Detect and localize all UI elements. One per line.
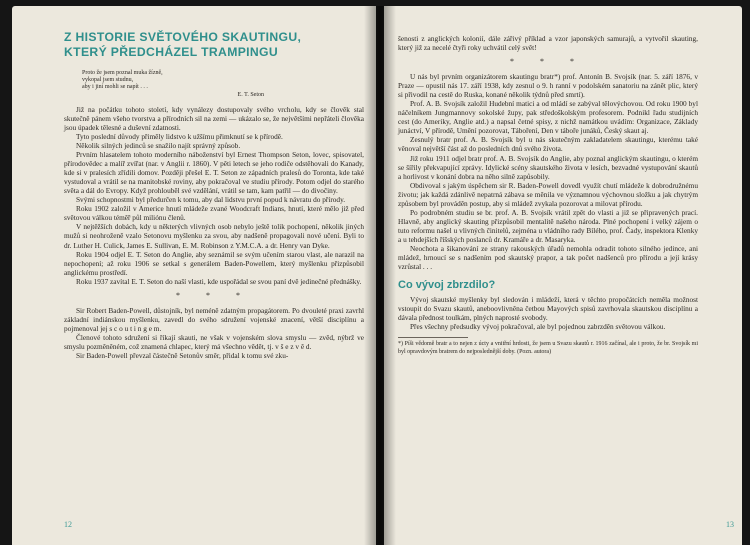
right-page xyxy=(384,6,742,545)
paragraph: Sir Baden-Powell převzal částečně Setonův směr, přidal k tomu své zku- xyxy=(76,350,289,360)
epigraph xyxy=(82,70,364,99)
paragraph: Prof. A. B. Svojsík založil Hudební matici a od mládí se zabýval tělovýchovou. Od roku 1900 byl náčelníkem Jungmannovy sokolské župy, pak středoškolským profesorem. Podnikl řadu studijních cest (do Ameriky, Anglie atd.) a napsal četné spisy, z nichž namátkou uvádím: Organizace, Základy junáctví, V přírodě, Umění pozorovat, Táboření, Den v táboře junáků, Český skaut aj. xyxy=(398,99,698,136)
paragraph: Sir Robert Baden-Powell, důstojník, byl neméně zdatným propagátorem. Po dvouleté praxi zavrhl základní indiánskou myšlenku, zavedl do svého sdružení vojenské znacení, větší disciplínu a pojmenoval jej s c o u t i n g e m. xyxy=(64,305,364,333)
page-number: 13 xyxy=(726,520,734,529)
paragraph: Přes všechny předsudky vývoj pokračoval, ale byl pojednou zabrzděn světovou válkou. xyxy=(410,322,666,332)
paragraph: Prvním hlasatelem tohoto moderního náboženství byl Ernest Thompson Seton, lovec, spisovatel, přírodovědec a malíř zvířat (nar. v Anglii r. 1860). V pěti letech se jeho rodiče odstěhovali do Kanady, kde si v pralesích zřídili domov. Později přešel E. T. Seton ze západních pralesů do Toronta, kde také vystudoval a vrátil se na manitobské roviny, aby pokračoval ve studiu přírody. Potom odjel do starého světa a dál do Evropy. Když prohlouběl své vzdělání, vrátil se tam, kam patřil — do divočiny. xyxy=(64,150,364,196)
epigraph-line: aby i jiní mohli se napít . . . xyxy=(82,84,148,91)
right-page-content xyxy=(398,34,698,356)
paragraph: Členové tohoto sdružení si říkají skauti, ne však v vojenském slova smyslu — zvěd, nýbrž ve smyslu pozměněném, což znamená chlapec, který má všechno vědět, tj. v š e z v ě d. xyxy=(64,332,364,351)
epigraph-author: E. T. Seton xyxy=(237,91,264,98)
paragraph: Tyto poslední důvody přiměly lidstvo k užšímu přimknutí se k přírodě. xyxy=(76,131,283,141)
paragraph: Zesnulý bratr prof. A. B. Svojsík byl u nás skutečným zakladatelem skautingu, kterému také věnoval největší část až do posledních dnů svého života. xyxy=(398,135,698,154)
paragraph: Vývoj skautské myšlenky byl sledován i mládeží, která v těchto propočátcích neměla možnost vstoupit do Svazu skautů, aneboovlivněna četbou Mayových spisů zavrhovala skautskou disciplínu a dávala přednost toulkám, plných naprosté svobody. xyxy=(398,295,698,323)
footnote: *) Píši vědomě bratr a to nejen z úcty a vnitřní hrdosti, že jsem u Svazu skautů r. 1916 začínal, ale i proto, že br. Svojsík mi byl opravdovým bratrem do nejposlednější doby. (Pozn. autora) xyxy=(398,341,698,355)
paragraph: V nejtěžších dobách, kdy u některých vlivných osob nebylo ještě tolik pochopení, několik jiných mužů si neohroženě vzalo Setonovu myšlenku za svou, aby nadšeně propagovali nové učení. Byli to dr. Luther H. Culick, James E. Sullivan, E. M. Robinson z Y.M.C.A. a dr. Henry van Dyke. xyxy=(64,222,364,250)
epigraph-line: Proto že jsem poznal muka žízně, xyxy=(82,70,163,76)
page-number: 12 xyxy=(64,520,72,529)
epigraph-line: vykopal jsem studnu, xyxy=(82,77,134,84)
left-page-content xyxy=(64,30,364,360)
paragraph: šenosti z anglických kolonií, dále zářivý příklad a vzor japonských samurajů, a vytvořil skauting, který již za necelé čtyři roky uchvátil celý svět! xyxy=(398,34,698,53)
paragraph: Neochota a šikanování ze strany rakouských úřadů nemohla odradit tohoto silného jedince, ani mládež, hrnoucí se s nadšením pod skautský prapor, a tak počet nadšenců pro přírodu a její krásy vzrůstal . . . xyxy=(398,243,698,272)
paragraph: Již roku 1911 odjel bratr prof. A. B. Svojsík do Anglie, aby poznal anglickým skautingu, o kterém se šířily překvapující zprávy. Idylické scény skautského života v lesích, bezvadné vystupování skautů a horlivost v konání dobra na něho silně zapůsobily. xyxy=(398,153,698,181)
section-separator: * * * xyxy=(176,290,252,300)
paragraph: Roku 1902 založil v Americe hnutí mládeže zvané Woodcraft Indians, hnutí, které mělo již před světovou válkou téměř půl miliónu členů. xyxy=(64,204,364,223)
book-gutter xyxy=(364,6,396,545)
chapter-title-line-1: Z HISTORIE SVĚTOVÉHO SKAUTINGU, xyxy=(64,30,302,44)
section-heading: Co vývoj zbrzdilo? xyxy=(398,279,496,292)
footnote-rule xyxy=(398,337,468,338)
paragraph: U nás byl prvním organizátorem skautingu bratr*) prof. Antonín B. Svojsík (nar. 5. září 1876, v Praze — opustil nás 17. září 1938, kdy zesnul o 9. h ranní v podolském sanatoriu na zánět plic, který si přivodil na cestě do Ruska, konané několik týdnů před smrtí). xyxy=(398,72,698,100)
paragraph: Po podrobném studiu se br. prof. A. B. Svojsík vrátil zpět do vlasti a již se připravených prací. Hlavně, aby anglický skauting přizpůsobil mentalitě našeho národa. Plné pochopení i velký zájem o tuto reformu našel u vlivných činitelů, zejména u vládního rady Bílého, prof. Čady, inspektora Klenky a u tehdejších říšských poslanců dr. Kramáře a dr. Masaryka. xyxy=(398,207,698,244)
paragraph: Několik silných jedinců se snažilo najít správný způsob. xyxy=(76,141,241,150)
left-page xyxy=(12,6,376,545)
paragraph: Svými schopnostmi byl předurčen k tomu, aby dal lidstvu první popud k návratu do přírody. xyxy=(76,195,346,205)
section-separator: * * * xyxy=(510,57,586,67)
chapter-title xyxy=(64,30,364,60)
paragraph: Roku 1937 zavítal E. T. Seton do naší vlasti, kde uspořádal se svou paní dvě jedinečné přednášky. xyxy=(76,276,362,286)
paragraph: Již na počátku tohoto století, kdy vynálezy dostupovaly svého vrcholu, kdy se člověk stal skutečně pánem všeho tvorstva a přírodních sil na zemi — ukázalo se, že největšími nepřáteli člověka jsou úpadek tělesné a duševní zdatnosti. xyxy=(64,104,364,132)
chapter-title-line-2: KTERÝ PŘEDCHÁZEL TRAMPINGU xyxy=(64,45,279,59)
paragraph: Roku 1904 odjel E. T. Seton do Anglie, aby seznámil se svým učením starou vlast, ale narazil na nepochopení; až roku 1906 se setkal s generálem Baden-Powellem, který myšlenku přizpůsobil anglickému prostředí. xyxy=(64,249,364,277)
paragraph: Obdivoval s jakým úspěchem sir R. Baden-Powell dovedl využít chutí mládeže k dobrodružnému životu; jak každá zdánlivě nepatrná zábava se měnila ve významnou výchovnou složku a jak chytrým způsobem byl prováděn postup, aby si mládež zvykala pozorovat a milovat přírodu. xyxy=(398,180,698,208)
